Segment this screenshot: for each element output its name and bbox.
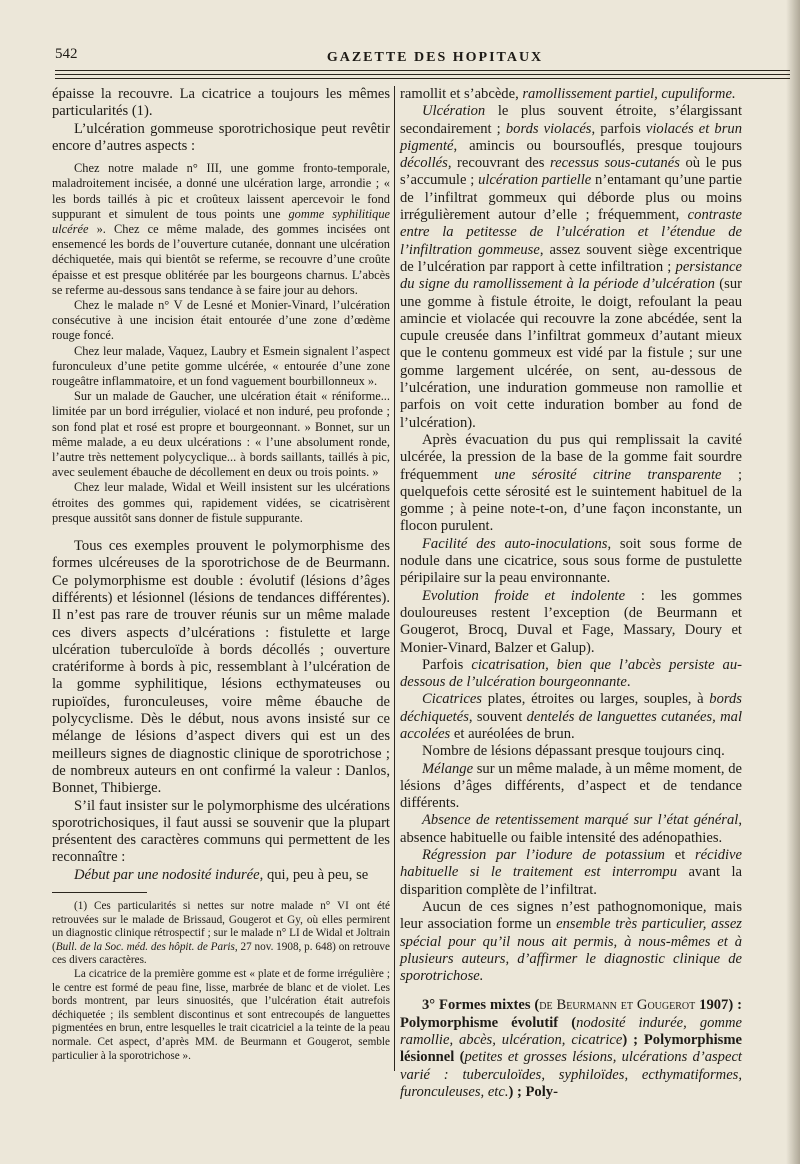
paragraph: Début par une nodosité indurée, qui, peu à peu, se	[74, 866, 369, 883]
paragraph: épaisse la recouvre. La cicatrice a toujours les mêmes particularités (1).	[52, 86, 390, 120]
left-column	[52, 86, 390, 1063]
paragraph: Cicatrices plates, étroites ou larges, souples, à bords déchiquetés, souvent dentelés de languettes cutanées, mal accolées et auréolées de brun.	[400, 691, 742, 742]
running-title: GAZETTE DES HOPITAUX	[326, 50, 544, 65]
paragraph: Mélange sur un même malade, à un même moment, de lésions d’âges différents, d’aspect et de tendance différents.	[400, 760, 742, 812]
section-paragraph: 3° Formes mixtes (de Beurmann et Gougerot 1907) : Polymorphisme évolutif (nodosité indurée, gomme ramollie, abcès, ulcération, cicatrice) ; Polymorphisme lésionnel (petites et grosses lésions, ulcérations d’aspect varié : tuberculoïdes, syphiloïdes, ecthymatiformes, furonculeuses, etc.) ; Poly-	[400, 997, 742, 1100]
paragraph: S’il faut insister sur le polymorphisme des ulcérations sporotrichosiques, il faut aussi se souvenir que la plupart présentent des caractères communs qui permettent de les reconnaître :	[52, 797, 390, 866]
paragraph: Facilité des auto-inoculations, soit sous forme de nodule dans une cicatrice, sous sous forme de pustulette péripilaire sur la peau environnante.	[400, 535, 742, 587]
paragraph: Nombre de lésions dépassant presque toujours cinq.	[422, 743, 725, 760]
paragraph: Régression par l’iodure de potassium et récidive habituelle si le traitement est interrompu avant la disparition complète de l’infiltrat.	[400, 847, 742, 898]
page-number: 542	[55, 46, 78, 62]
header-rule	[55, 78, 790, 79]
paragraph: Aucun de ces signes n’est pathognomonique, mais leur association forme un ensemble très particulier, assez spécial pour qu’il nous ait permis, à nous-mêmes et à plusieurs auteurs, d’affirmer le diagnostic clinique de sporotrichose.	[400, 898, 742, 985]
footnote: (1) Ces particularités si nettes sur notre malade n° VI ont été retrouvées sur le malade de Brissaud, Gougerot et Gy, où elles permirent un diagnostic clinique rétrospectif ; sur le malade n° LI de Widal et Joltrain (Bull. de la Soc. méd. des hôpit. de Paris, 27 nov. 1908, p. 648) on retrouve ces divers caractères.	[52, 900, 390, 967]
case-note: Chez notre malade n° III, une gomme fronto-temporale, maladroitement incisée, a donné une ulcération large, arrondie ; « les bords taillés à pic et croûteux laissent apercevoir le fond suppurant et simulent de tous points une gomme syphilitique ulcérée ». Chez ce même malade, des gommes incisées ont ensemencé les bords de l’ouverture cutanée, donnant une ulcération déchiquetée, mais qui bientôt se referme, se recouvre d’une croûte épaisse et est presque oblitérée par les bourgeons charnus. L’abcès se referme au-dessous sans tendance à se faire jour au dehors.	[52, 161, 391, 297]
footnote: La cicatrice de la première gomme est « plate et de forme irrégulière ; le centre est formé de peau fine, lisse, marbrée de blanc et de violet. Les bords montrent, par leurs sinuosités, que l’ulcération était autrefois déchiquetée ; ils semblent discontinus et sont entrecoupés de languettes pigmentées en brun, entre lesquelles le trait cicatriciel a la teinte de la peau normale. Cet aspect, d’après MM. de Beurmann et Gougerot, semble particulier à la sporotrichose ».	[52, 967, 390, 1062]
right-column	[400, 86, 742, 1101]
header-rule	[55, 74, 790, 75]
page-edge-shadow	[786, 0, 800, 1164]
paragraph: Evolution froide et indolente : les gommes douloureuses restent l’exception (de Beurmann et Gougerot, Brocq, Duval et Fage, Massary, Doury et Monier-Vinard, Balzer et Galup).	[400, 587, 742, 656]
column-divider	[394, 86, 395, 1071]
paragraph: ramollit et s’abcède, ramollissement partiel, cupuliforme.	[400, 86, 736, 102]
footnote-rule	[52, 892, 147, 893]
paragraph: L’ulcération gommeuse sporotrichosique peut revêtir encore d’autres aspects :	[52, 120, 390, 154]
case-note: Chez le malade n° V de Lesné et Monier-Vinard, l’ulcération consécutive à une incision était entourée d’une zone d’œdème rouge foncé.	[52, 298, 390, 343]
case-note: Chez leur malade, Widal et Weill insistent sur les ulcérations étroites des gommes qui, rapidement vidées, se cicatrisèrent presque aussitôt sans donner de fistule suppurante.	[52, 480, 390, 525]
paragraph: Ulcération le plus souvent étroite, s’élargissant secondairement ; bords violacés, parfois violacés et brun pigmenté, amincis ou boursouflés, presque toujours décollés, recouvrant des recessus sous-cutanés où le pus s’accumule ; ulcération partielle n’entamant qu’une partie de l’infiltrat gommeux qui déborde plus ou moins irrégulièrement autour d’elle ; fréquemment, contraste entre la petitesse de l’ulcération et l’étendue de l’infiltration gommeuse, assez souvent siège excentrique de l’ulcération par rapport à cette infiltration ; persistance du signe du ramollissement à la période d’ulcération (sur une gomme à fistule étroite, le doigt, refoulant la peau amincie et violacée qui recouvre la zone abcédée, sent la cupule creusée dans l’infiltrat gommeux d’autant mieux que le contenu gommeux est vidé par la fistule ; sur une gomme largement ulcérée, on sent, au-dessous de l’ulcération, une induration gommeuse non ramollie et parfois on voit cette induration bomber au fond de l’ulcération).	[400, 103, 743, 431]
header-rule	[55, 70, 790, 71]
paragraph: Absence de retentissement marqué sur l’état général, absence habituelle ou faible intensité des adénopathies.	[400, 812, 742, 846]
paragraph: Tous ces exemples prouvent le polymorphisme des formes ulcéreuses de la sporotrichose de de Beurmann. Ce polymorphisme est double : évolutif (lésions d’âges différents) et lésionnel (lésions de tendances différentes). Il n’est pas rare de trouver réunis sur un même malade ces divers aspects d’ulcérations : fistulette et large ulcération tuberculoïde à bords décollés ; ouverture cratériforme à bords à pic, ressemblant à l’ulcération de la gomme syphilitique, lésions ecthymateuses ou rupioïdes, furonculeuses, voire même ébauche de polycyclisme. Dès le début, nous avons insisté sur ce mélange de lésions d’aspect divers qui est un des meilleurs signes de diagnostic clinique de sporotrichose ; de nombreux auteurs en ont confirmé la valeur : Danlos, Bonnet, Thibierge.	[52, 538, 390, 797]
paragraph: Après évacuation du pus qui remplissait la cavité ulcérée, la pression de la base de la gomme fait sourdre fréquemment une sérosité citrine transparente ; quelquefois cette sérosité est le suintement habituel de la gomme ; à peine note-t-on, d’une façon inconstante, un flocon purulent.	[400, 431, 742, 535]
case-note: Sur un malade de Gaucher, une ulcération était « réniforme... limitée par un bord irrégulier, violacé et non induré, peu profonde ; son fond plat et rosé est propre et bourgeonnant. » Bonnet, sur un même malade, a eu deux ulcérations : « l’une absolument ronde, l’autre très nettement polycyclique... à bords saillants, taillés à pic, avec seulement ébauche de décollement en deux ou trois points. »	[52, 389, 390, 480]
case-note: Chez leur malade, Vaquez, Laubry et Esmein signalent l’aspect furonculeux d’une petite gomme ulcérée, « entourée d’une zone rougeâtre inflammatoire, et un fond vaguement bourbillonneux ».	[52, 343, 390, 389]
paragraph: Parfois cicatrisation, bien que l’abcès persiste au-dessous de l’ulcération bourgeonnante.	[400, 656, 742, 691]
